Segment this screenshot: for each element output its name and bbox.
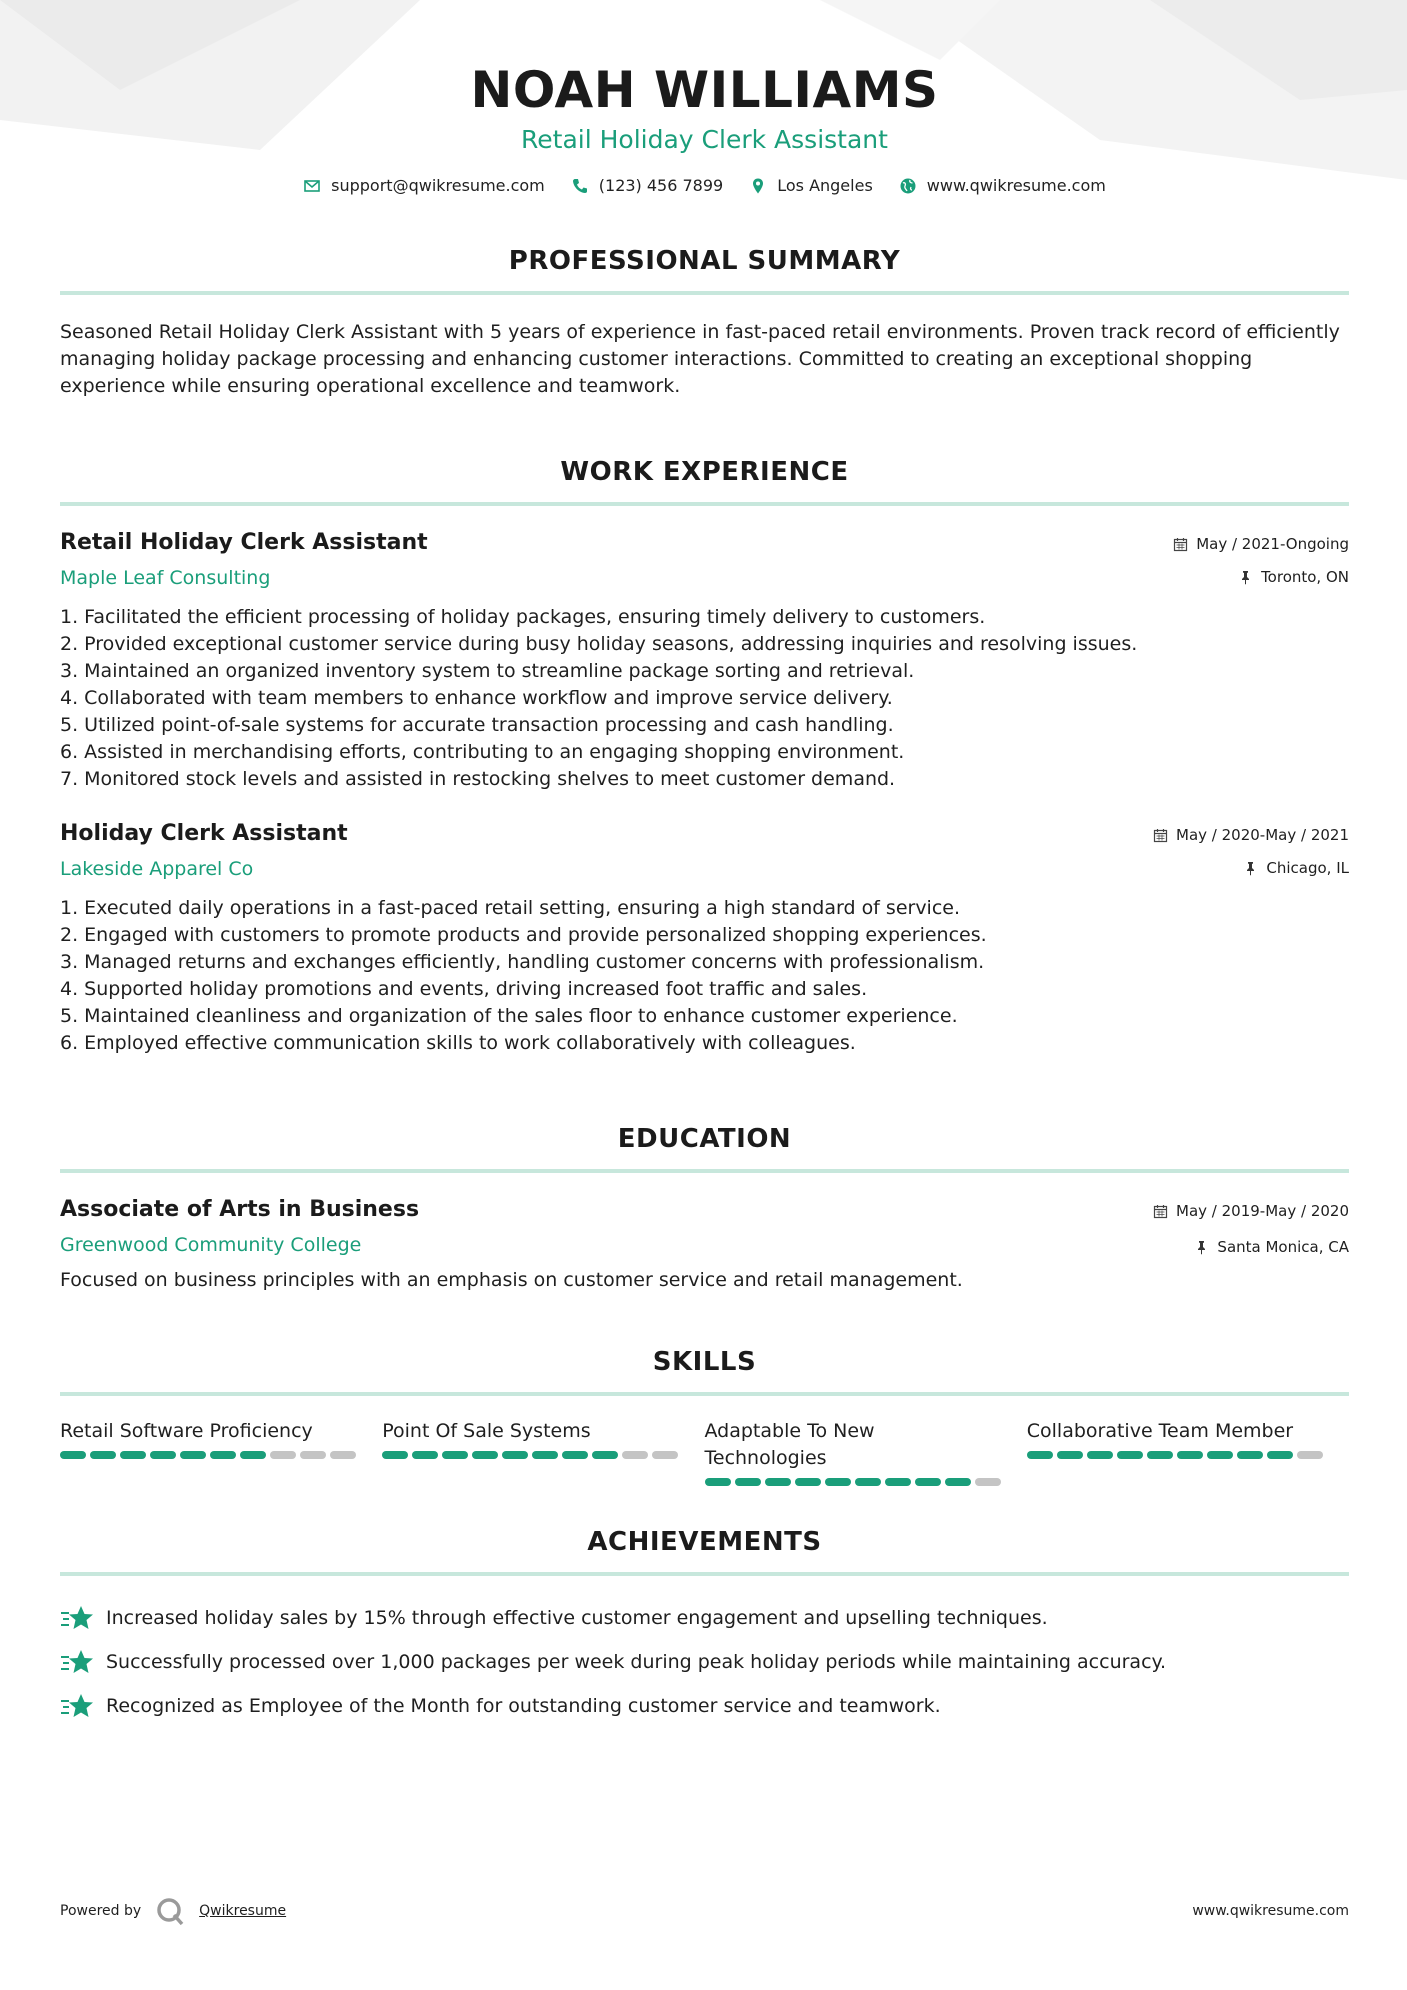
calendar-icon xyxy=(1153,828,1168,843)
calendar-icon xyxy=(1153,1204,1168,1219)
calendar-icon xyxy=(1173,537,1188,552)
skill-level-bar xyxy=(60,1451,382,1459)
skill-segment-empty xyxy=(300,1451,326,1459)
contact-email[interactable] xyxy=(303,176,545,195)
section-divider xyxy=(60,291,1349,295)
education-dates: May / 2019-May / 2020 xyxy=(1176,1202,1349,1220)
star-icon xyxy=(60,1604,94,1632)
skill-segment-filled xyxy=(795,1478,821,1486)
skill-segment-filled xyxy=(532,1451,558,1459)
education-degree: Associate of Arts in Business xyxy=(60,1197,420,1222)
list-item: 1. Facilitated the efficient processing of holiday packages, ensuring timely delivery to customers. xyxy=(60,606,986,628)
experience-heading: WORK EXPERIENCE xyxy=(560,457,849,487)
envelope-icon xyxy=(303,177,321,195)
education-entry xyxy=(60,1195,1349,1294)
map-pin-icon xyxy=(749,177,767,195)
skill-segment-filled xyxy=(765,1478,791,1486)
skills-section xyxy=(60,1346,1349,1486)
job-bullets xyxy=(60,895,1349,1057)
skill-segment-filled xyxy=(915,1478,941,1486)
skill-segment-filled xyxy=(240,1451,266,1459)
job-dates: May / 2020-May / 2021 xyxy=(1176,826,1349,844)
achievement-text: Recognized as Employee of the Month for outstanding customer service and teamwork. xyxy=(106,1694,941,1717)
skill-item xyxy=(382,1418,704,1486)
skill-name: Adaptable To New Technologies xyxy=(704,1420,875,1469)
skill-name: Collaborative Team Member xyxy=(1026,1420,1294,1442)
achievements-heading: ACHIEVEMENTS xyxy=(587,1527,822,1557)
powered-by-label: Powered by xyxy=(60,1903,142,1919)
summary-text: Seasoned Retail Holiday Clerk Assistant with 5 years of experience in fast-paced retail environments. Proven track record of efficiently managing holiday package processing and enhancing customer interactions. Committed to creating an exceptional shopping experience while ensuring operational excellence and teamwork. xyxy=(60,321,1340,397)
job-entry xyxy=(60,528,1349,793)
pushpin-icon xyxy=(1194,1240,1209,1255)
skill-segment-filled xyxy=(855,1478,881,1486)
summary-section xyxy=(60,245,1349,400)
contact-location-text: Los Angeles xyxy=(777,176,873,195)
achievements-section xyxy=(60,1526,1349,1728)
skill-segment-filled xyxy=(1267,1451,1293,1459)
contact-email-text: support@qwikresume.com xyxy=(331,176,545,195)
skill-segment-filled xyxy=(472,1451,498,1459)
skill-segment-filled xyxy=(562,1451,588,1459)
skill-segment-filled xyxy=(150,1451,176,1459)
section-divider xyxy=(60,502,1349,506)
job-role: Holiday Clerk Assistant xyxy=(60,821,348,846)
skills-heading: SKILLS xyxy=(652,1347,757,1377)
powered-by xyxy=(60,1896,286,1926)
skill-segment-filled xyxy=(60,1451,86,1459)
list-item: 6. Employed effective communication skills to work collaboratively with colleagues. xyxy=(60,1032,856,1054)
skill-segment-filled xyxy=(1237,1451,1263,1459)
achievements-list xyxy=(60,1596,1349,1728)
resume-header xyxy=(60,0,1349,195)
contact-phone-text: (123) 456 7899 xyxy=(598,176,724,195)
education-location: Santa Monica, CA xyxy=(1217,1238,1349,1256)
resume-page xyxy=(60,0,1349,1728)
list-item: 4. Collaborated with team members to enhance workflow and improve service delivery. xyxy=(60,687,893,709)
achievement-item xyxy=(60,1640,1349,1684)
skill-segment-filled xyxy=(1057,1451,1083,1459)
skill-segment-filled xyxy=(885,1478,911,1486)
skill-segment-filled xyxy=(1207,1451,1233,1459)
list-item: 5. Maintained cleanliness and organization of the sales floor to enhance customer experience. xyxy=(60,1005,958,1027)
skill-segment-filled xyxy=(382,1451,408,1459)
education-heading: EDUCATION xyxy=(617,1124,792,1154)
skill-segment-filled xyxy=(945,1478,971,1486)
skill-segment-filled xyxy=(180,1451,206,1459)
page-footer xyxy=(60,1896,1349,1926)
skill-segment-filled xyxy=(592,1451,618,1459)
skill-segment-filled xyxy=(735,1478,761,1486)
skill-segment-filled xyxy=(502,1451,528,1459)
job-location: Chicago, IL xyxy=(1266,859,1349,877)
job-company: Lakeside Apparel Co xyxy=(60,858,254,880)
skill-item xyxy=(1027,1418,1349,1486)
job-meta xyxy=(1173,528,1349,587)
globe-icon xyxy=(899,177,917,195)
list-item: 3. Managed returns and exchanges efficiently, handling customer concerns with professionalism. xyxy=(60,951,985,973)
footer-website[interactable]: www.qwikresume.com xyxy=(1192,1903,1349,1919)
job-role: Retail Holiday Clerk Assistant xyxy=(60,530,428,555)
skill-segment-filled xyxy=(90,1451,116,1459)
skill-segment-filled xyxy=(1117,1451,1143,1459)
skill-name: Point Of Sale Systems xyxy=(382,1420,591,1442)
list-item: 3. Maintained an organized inventory system to streamline package sorting and retrieval. xyxy=(60,660,915,682)
skill-segment-empty xyxy=(652,1451,678,1459)
job-dates: May / 2021-Ongoing xyxy=(1196,535,1349,553)
achievement-text: Increased holiday sales by 15% through effective customer engagement and upselling techniques. xyxy=(106,1606,1048,1629)
skill-segment-filled xyxy=(1177,1451,1203,1459)
skill-item xyxy=(60,1418,382,1486)
skill-segment-filled xyxy=(412,1451,438,1459)
skill-level-bar xyxy=(382,1451,704,1459)
skill-segment-filled xyxy=(1147,1451,1173,1459)
skill-segment-empty xyxy=(622,1451,648,1459)
list-item: 6. Assisted in merchandising efforts, contributing to an engaging shopping environment. xyxy=(60,741,905,763)
list-item: 4. Supported holiday promotions and events, driving increased foot traffic and sales. xyxy=(60,978,868,1000)
contact-location xyxy=(749,176,873,195)
education-school: Greenwood Community College xyxy=(60,1234,362,1256)
section-divider xyxy=(60,1169,1349,1173)
skill-level-bar xyxy=(1027,1451,1349,1459)
pushpin-icon xyxy=(1238,570,1253,585)
education-section xyxy=(60,1123,1349,1294)
contact-phone[interactable] xyxy=(571,176,723,195)
skill-segment-filled xyxy=(705,1478,731,1486)
candidate-name: NOAH WILLIAMS xyxy=(470,61,939,119)
contact-bar xyxy=(60,176,1349,195)
list-item: 2. Provided exceptional customer service during busy holiday seasons, addressing inquiries and resolving issues. xyxy=(60,633,1138,655)
list-item: 5. Utilized point-of-sale systems for accurate transaction processing and cash handling. xyxy=(60,714,894,736)
skill-segment-filled xyxy=(210,1451,236,1459)
skill-name: Retail Software Proficiency xyxy=(60,1420,313,1442)
pushpin-icon xyxy=(1243,861,1258,876)
list-item: 2. Engaged with customers to promote products and provide personalized shopping experiences. xyxy=(60,924,987,946)
achievement-item xyxy=(60,1684,1349,1728)
section-divider xyxy=(60,1572,1349,1576)
list-item: 7. Monitored stock levels and assisted in restocking shelves to meet customer demand. xyxy=(60,768,896,790)
qwikresume-logo-icon xyxy=(155,1896,185,1926)
phone-icon xyxy=(571,177,589,195)
skill-segment-empty xyxy=(975,1478,1001,1486)
skill-segment-filled xyxy=(442,1451,468,1459)
job-location: Toronto, ON xyxy=(1261,568,1349,586)
contact-website-text: www.qwikresume.com xyxy=(926,176,1106,195)
achievement-item xyxy=(60,1596,1349,1640)
education-description: Focused on business principles with an emphasis on customer service and retail management. xyxy=(60,1269,963,1291)
job-company: Maple Leaf Consulting xyxy=(60,567,271,589)
contact-website[interactable] xyxy=(899,176,1106,195)
skill-segment-filled xyxy=(120,1451,146,1459)
job-bullets xyxy=(60,604,1349,793)
skill-segment-filled xyxy=(1087,1451,1113,1459)
skills-list xyxy=(60,1418,1349,1486)
experience-section xyxy=(60,456,1349,1057)
star-icon xyxy=(60,1648,94,1676)
skill-segment-empty xyxy=(270,1451,296,1459)
skill-level-bar xyxy=(705,1478,1027,1486)
qwikresume-link[interactable]: Qwikresume xyxy=(199,1903,287,1919)
section-divider xyxy=(60,1392,1349,1396)
job-entry xyxy=(60,819,1349,1057)
candidate-title: Retail Holiday Clerk Assistant xyxy=(521,125,888,154)
education-meta xyxy=(1153,1195,1349,1257)
skill-segment-empty xyxy=(330,1451,356,1459)
list-item: 1. Executed daily operations in a fast-paced retail setting, ensuring a high standard of service. xyxy=(60,897,961,919)
job-meta xyxy=(1153,819,1349,878)
skill-segment-filled xyxy=(825,1478,851,1486)
skill-segment-empty xyxy=(1297,1451,1323,1459)
star-icon xyxy=(60,1692,94,1720)
skill-item xyxy=(705,1418,1027,1486)
achievement-text: Successfully processed over 1,000 packages per week during peak holiday periods while maintaining accuracy. xyxy=(106,1650,1167,1673)
skill-segment-filled xyxy=(1027,1451,1053,1459)
summary-heading: PROFESSIONAL SUMMARY xyxy=(508,246,901,276)
